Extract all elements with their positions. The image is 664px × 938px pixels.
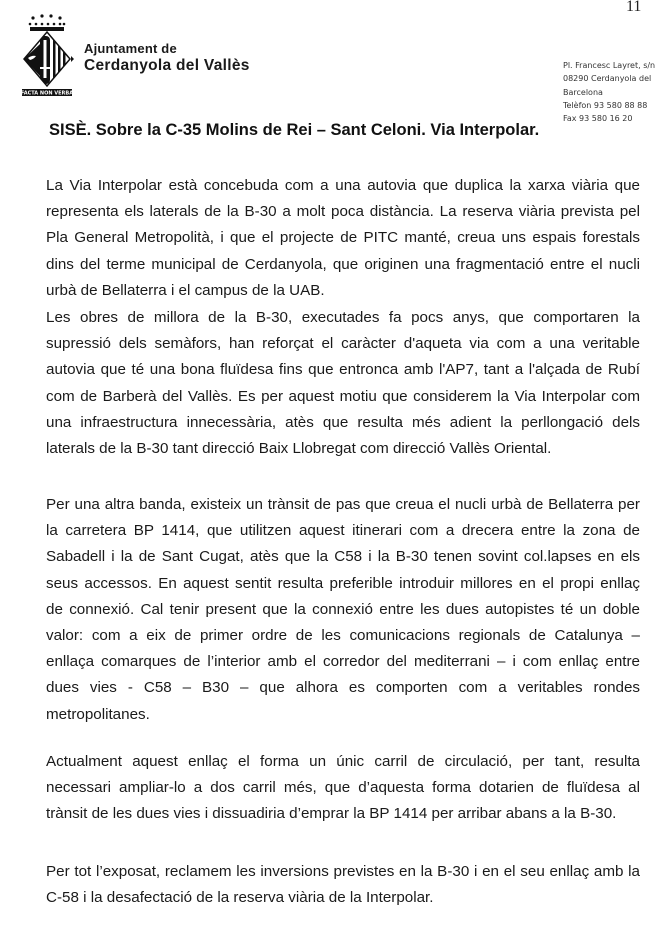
text-line: enllaça comarques de l’interior amb el corredor del mediterrani – i com enllaç entre [46, 653, 640, 671]
text-line: Pla General Metropolità, i que el projecte de PITC manté, creua uns espais forestals [46, 229, 640, 247]
paragraph-1 [46, 173, 640, 304]
text-line: la carretera BP 1414, que utilitzen aquest itinerari com a drecera entre la zona de [46, 522, 640, 540]
page-number: 11 [626, 0, 642, 15]
organization-name [84, 42, 250, 74]
text-line: Per tot l’exposat, reclamem les inversions previstes en la B-30 i en el seu enllaç amb la [46, 863, 640, 880]
coat-of-arms-icon [18, 12, 80, 98]
text-line: urbà de Bellaterra i el campus de la UAB. [46, 281, 325, 299]
text-line: Actualment aquest enllaç el forma un únic carril de circulació, per tant, resulta [46, 753, 640, 770]
section-title: SISÈ. Sobre la C-35 Molins de Rei – Sant Celoni. Via Interpolar. [49, 121, 540, 139]
text-line: seus accessos. En aquest sentit resulta preferible introduir millores en el propi enllaç [46, 574, 640, 592]
text-line: Les obres de millora de la B-30, executades fa pocs anys, que comportaren la [46, 309, 640, 326]
address-province: Barcelona [563, 87, 603, 97]
text-line: laterals de la B-30 tant direcció Baix Llobregat com direcció Vallès Oriental. [46, 439, 552, 457]
text-line: dins del terme municipal de Cerdanyola, que originen una fragmentació entre el nucli [46, 255, 640, 273]
address-fax: Fax 93 580 16 20 [563, 114, 633, 124]
text-line: valor: com a eix de primer ordre de les comunicacions regionals de Catalunya – [46, 626, 640, 644]
text-line: supressió dels semàfors, han reforçat el caràcter d'aqueta via com a una veritable [46, 335, 640, 353]
paragraph-5 [46, 859, 640, 911]
address-phone: Telèfon 93 580 88 88 [563, 100, 648, 110]
text-line: com de Barberà del Vallès. Es per aquest motiu que considerem la Via Interpolar com [46, 387, 640, 405]
org-name-line1: Ajuntament de [84, 41, 177, 56]
address-street: Pl. Francesc Layret, s/n [563, 61, 656, 70]
text-line: representa els laterals de la B-30 a molt poca distància. La reserva viària prevista pel [46, 203, 640, 221]
paragraph-2 [46, 305, 640, 462]
address-city: 08290 Cerdanyola del [563, 74, 652, 84]
paragraph-3 [46, 492, 640, 728]
text-line: trànsit de les dues vies i dissuadiria d’emprar la BP 1414 per arribar abans a la B-30. [46, 805, 617, 823]
text-line: dues vies - C58 – B30 – que alhora es comporten com a veritables rondes [46, 679, 640, 697]
coat-of-arms-logo [18, 12, 80, 98]
text-line: autovia que té una bona fluïdesa fins que entronca amb l'AP7, tant a l'alçada de Rubí [46, 361, 640, 379]
text-line: Per una altra banda, existeix un trànsit de pas que creua el nucli urbà de Bellaterra per [46, 496, 640, 513]
text-line: La Via Interpolar està concebuda com a una autovia que duplica la xarxa viària que [46, 177, 640, 194]
text-line: una infraestructura innecessària, atès que resulta més adient la perllongació dels [46, 413, 640, 431]
text-line: de connexió. Cal tenir present que la connexió entre les dues autopistes té un doble [46, 600, 640, 618]
org-name-line2: Cerdanyola del Vallès [84, 57, 250, 74]
logo-motto: FACTA NON VERBA [20, 90, 74, 97]
text-line: Sabadell i la de Sant Cugat, atès que la C58 i la B-30 tenen sovint col.lapses en els [46, 548, 640, 566]
address-block [563, 59, 664, 125]
text-line: C-58 i la desafectació de la reserva viària de la Interpolar. [46, 889, 434, 907]
paragraph-4 [46, 749, 640, 828]
text-line: metropolitanes. [46, 705, 150, 723]
text-line: necessari ampliar-lo a dos carril més, que d’aquesta forma dotarien de fluïdesa al [46, 779, 640, 797]
